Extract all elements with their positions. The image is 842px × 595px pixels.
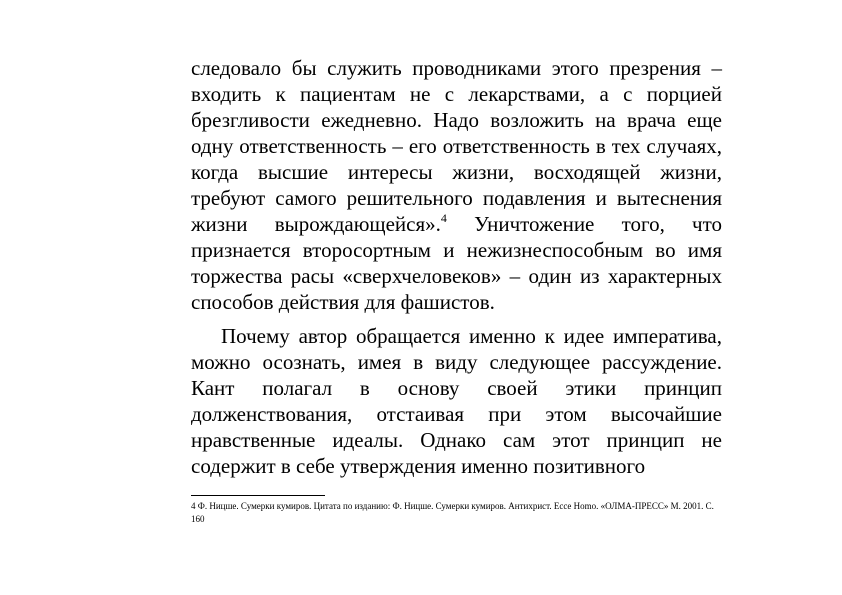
paragraph-1-text: следовало бы служить проводниками этого презрения – входить к пациентам не с лекарствами, а с порцией брезгливости ежедневно. Надо возложить на врача еще одну ответственность – его ответственность в тех случаях, когда высшие интересы жизни, восходящей жизни, требуют самого решительного подавления и вытеснения жизни вырождающейся».	[191, 56, 722, 236]
footnote-reference: 4	[440, 211, 447, 225]
page-body	[191, 55, 722, 479]
footnote-divider	[191, 495, 325, 496]
footnote: 4 Ф. Ницше. Сумерки кумиров. Цитата по изданию: Ф. Ницше. Сумерки кумиров. Антихрист. Ecce Homo. «ОЛМА-ПРЕСС» М. 2001. С. 160	[191, 501, 714, 524]
paragraph-1-tail: Уничтожение того, что признается второсортным и нежизнеспособным во имя торжества расы «сверхчеловеков» – один из характерных способов действия для фашистов.	[191, 212, 722, 314]
paragraph-2: Почему автор обращается именно к идее императива, можно осознать, имея в виду следующее рассуждение. Кант полагал в основу своей этики принцип долженствования, отстаивая при этом высочайшие нравственные идеалы. Однако сам этот принцип не содержит в себе утверждения именно позитивного	[191, 324, 722, 478]
paragraph-1	[191, 55, 722, 315]
